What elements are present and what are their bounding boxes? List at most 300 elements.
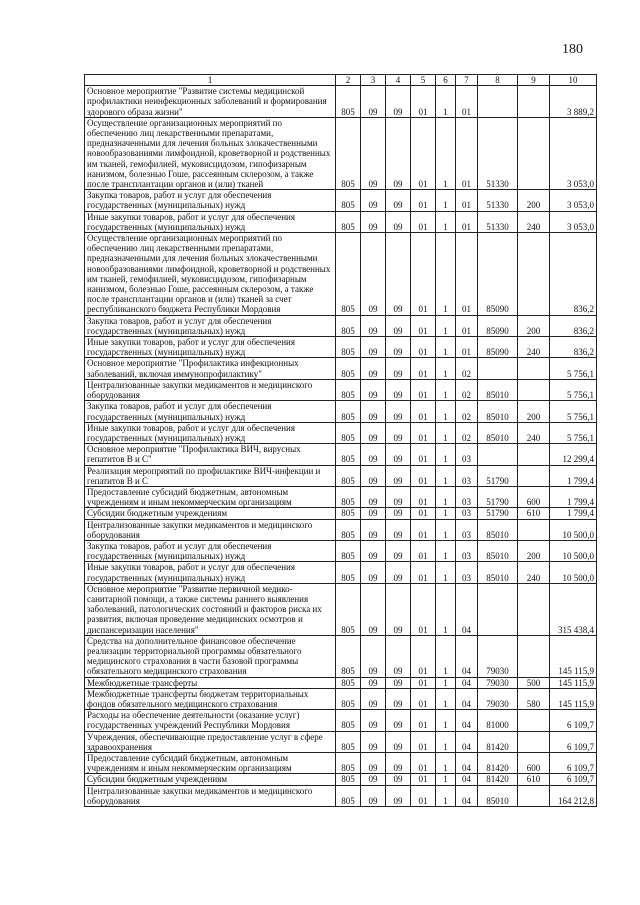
ministry-code: 805 [336, 774, 361, 785]
subprogram-code: 1 [436, 785, 456, 806]
subsection-code: 09 [386, 315, 411, 336]
section-code: 09 [361, 86, 386, 118]
row-description: Субсидии бюджетным учреждениям [85, 508, 336, 519]
target-code [478, 358, 518, 379]
ministry-code: 805 [336, 465, 361, 486]
row-amount: 1 799,4 [550, 486, 597, 507]
table-row [85, 233, 597, 316]
program-code: 01 [411, 486, 436, 507]
subprogram-code: 1 [436, 583, 456, 635]
program-code: 01 [411, 86, 436, 118]
expense-type-code [518, 117, 550, 189]
subsection-code: 09 [386, 486, 411, 507]
section-code: 09 [361, 562, 386, 583]
target-code [478, 444, 518, 465]
activity-code: 01 [456, 233, 478, 316]
program-code: 01 [411, 785, 436, 806]
program-code: 01 [411, 444, 436, 465]
target-code: 81420 [478, 774, 518, 785]
program-code: 01 [411, 117, 436, 189]
subsection-code: 09 [386, 774, 411, 785]
expense-type-code [518, 731, 550, 752]
ministry-code: 805 [336, 753, 361, 774]
activity-code: 03 [456, 444, 478, 465]
column-header: 10 [550, 75, 597, 86]
program-code: 01 [411, 583, 436, 635]
expense-type-code: 240 [518, 422, 550, 443]
section-code: 09 [361, 190, 386, 211]
subprogram-code: 1 [436, 753, 456, 774]
table-row [85, 519, 597, 540]
target-code: 85010 [478, 401, 518, 422]
ministry-code: 805 [336, 401, 361, 422]
activity-code: 02 [456, 401, 478, 422]
program-code: 01 [411, 337, 436, 358]
budget-table [84, 74, 597, 807]
column-header: 9 [518, 75, 550, 86]
expense-type-code [518, 710, 550, 731]
program-code: 01 [411, 508, 436, 519]
subsection-code: 09 [386, 86, 411, 118]
section-code: 09 [361, 710, 386, 731]
subprogram-code: 1 [436, 190, 456, 211]
subprogram-code: 1 [436, 337, 456, 358]
section-code: 09 [361, 358, 386, 379]
target-code: 51330 [478, 211, 518, 232]
table-row [85, 444, 597, 465]
subprogram-code: 1 [436, 710, 456, 731]
subsection-code: 09 [386, 753, 411, 774]
column-header: 3 [361, 75, 386, 86]
target-code: 81420 [478, 753, 518, 774]
ministry-code: 805 [336, 422, 361, 443]
table-row [85, 486, 597, 507]
expense-type-code [518, 233, 550, 316]
subprogram-code: 1 [436, 508, 456, 519]
target-code: 79030 [478, 688, 518, 709]
section-code: 09 [361, 315, 386, 336]
row-amount: 6 109,7 [550, 710, 597, 731]
target-code: 85090 [478, 315, 518, 336]
row-description: Основное мероприятие "Профилактика инфекционных заболеваний, включая иммунопрофилактику" [85, 358, 336, 379]
program-code: 01 [411, 422, 436, 443]
row-description: Расходы на обеспечение деятельности (оказание услуг) государственных учреждений Республики Мордовия [85, 710, 336, 731]
target-code: 85090 [478, 337, 518, 358]
program-code: 01 [411, 710, 436, 731]
row-amount: 5 756,1 [550, 401, 597, 422]
header-row [85, 75, 597, 86]
row-description: Иные закупки товаров, работ и услуг для обеспечения государственных (муниципальных) нужд [85, 562, 336, 583]
subsection-code: 09 [386, 117, 411, 189]
column-header: 7 [456, 75, 478, 86]
row-amount: 12 299,4 [550, 444, 597, 465]
target-code: 81420 [478, 731, 518, 752]
subsection-code: 09 [386, 444, 411, 465]
row-description: Централизованные закупки медикаментов и медицинского оборудования [85, 519, 336, 540]
program-code: 01 [411, 677, 436, 688]
activity-code: 04 [456, 583, 478, 635]
subsection-code: 09 [386, 635, 411, 677]
table-row [85, 379, 597, 400]
row-description: Субсидии бюджетным учреждениям [85, 774, 336, 785]
section-code: 09 [361, 422, 386, 443]
column-header: 4 [386, 75, 411, 86]
ministry-code: 805 [336, 233, 361, 316]
target-code: 51790 [478, 508, 518, 519]
expense-type-code: 240 [518, 562, 550, 583]
activity-code: 04 [456, 774, 478, 785]
subsection-code: 09 [386, 677, 411, 688]
table-row [85, 785, 597, 806]
row-description: Реализация мероприятий по профилактике ВИЧ-инфекции и гепатитов В и С [85, 465, 336, 486]
expense-type-code [518, 785, 550, 806]
table-row [85, 753, 597, 774]
target-code: 85010 [478, 785, 518, 806]
expense-type-code: 200 [518, 401, 550, 422]
activity-code: 04 [456, 688, 478, 709]
subprogram-code: 1 [436, 401, 456, 422]
column-header: 5 [411, 75, 436, 86]
ministry-code: 805 [336, 731, 361, 752]
row-description: Закупка товаров, работ и услуг для обеспечения государственных (муниципальных) нужд [85, 190, 336, 211]
section-code: 09 [361, 540, 386, 561]
row-amount: 145 115,9 [550, 677, 597, 688]
subprogram-code: 1 [436, 677, 456, 688]
row-amount: 6 109,7 [550, 774, 597, 785]
program-code: 01 [411, 190, 436, 211]
activity-code: 01 [456, 86, 478, 118]
activity-code: 01 [456, 211, 478, 232]
activity-code: 04 [456, 635, 478, 677]
subsection-code: 09 [386, 401, 411, 422]
subprogram-code: 1 [436, 86, 456, 118]
column-header: 8 [478, 75, 518, 86]
expense-type-code [518, 465, 550, 486]
row-amount: 5 756,1 [550, 358, 597, 379]
row-amount: 5 756,1 [550, 422, 597, 443]
section-code: 09 [361, 337, 386, 358]
subprogram-code: 1 [436, 233, 456, 316]
row-description: Средства на дополнительное финансовое обеспечение реализации территориальной программы обязательного медицинского страхования в части базовой программы обязательного медицинского страхования [85, 635, 336, 677]
expense-type-code: 610 [518, 774, 550, 785]
row-amount: 145 115,9 [550, 635, 597, 677]
row-description: Межбюджетные трансферты бюджетам территориальных фондов обязательного медицинского страхования [85, 688, 336, 709]
ministry-code: 805 [336, 486, 361, 507]
table-row [85, 635, 597, 677]
expense-type-code: 600 [518, 486, 550, 507]
subsection-code: 09 [386, 785, 411, 806]
ministry-code: 805 [336, 519, 361, 540]
subprogram-code: 1 [436, 562, 456, 583]
program-code: 01 [411, 379, 436, 400]
column-header: 2 [336, 75, 361, 86]
row-amount: 315 438,4 [550, 583, 597, 635]
row-amount: 10 500,0 [550, 519, 597, 540]
expense-type-code [518, 519, 550, 540]
row-description: Иные закупки товаров, работ и услуг для обеспечения государственных (муниципальных) нужд [85, 422, 336, 443]
expense-type-code: 580 [518, 688, 550, 709]
program-code: 01 [411, 519, 436, 540]
table-row [85, 211, 597, 232]
row-amount: 836,2 [550, 315, 597, 336]
section-code: 09 [361, 785, 386, 806]
target-code [478, 583, 518, 635]
row-description: Осуществление организационных мероприятий по обеспечению лиц лекарственными препаратами, предназначенными для лечения больных злокачественными новообразованиями лимфоидной, кроветворной и родственных им тканей, гемофилией, муковисцидозом, гипофизарным нанизмом, болезнью Гоше, рассеянным склерозом, а также после трансплантации органов и (или) тканей [85, 117, 336, 189]
ministry-code: 805 [336, 86, 361, 118]
activity-code: 03 [456, 540, 478, 561]
activity-code: 01 [456, 337, 478, 358]
section-code: 09 [361, 211, 386, 232]
row-description: Централизованные закупки медикаментов и медицинского оборудования [85, 785, 336, 806]
expense-type-code: 200 [518, 315, 550, 336]
row-description: Межбюджетные трансферты [85, 677, 336, 688]
activity-code: 01 [456, 315, 478, 336]
program-code: 01 [411, 635, 436, 677]
subsection-code: 09 [386, 211, 411, 232]
subsection-code: 09 [386, 358, 411, 379]
section-code: 09 [361, 508, 386, 519]
program-code: 01 [411, 211, 436, 232]
row-amount: 145 115,9 [550, 688, 597, 709]
section-code: 09 [361, 117, 386, 189]
row-amount: 1 799,4 [550, 465, 597, 486]
ministry-code: 805 [336, 211, 361, 232]
subsection-code: 09 [386, 379, 411, 400]
ministry-code: 805 [336, 337, 361, 358]
subsection-code: 09 [386, 422, 411, 443]
expense-type-code [518, 358, 550, 379]
table-row [85, 358, 597, 379]
program-code: 01 [411, 233, 436, 316]
ministry-code: 805 [336, 583, 361, 635]
section-code: 09 [361, 688, 386, 709]
target-code: 51790 [478, 486, 518, 507]
table-row [85, 562, 597, 583]
expense-type-code: 610 [518, 508, 550, 519]
subprogram-code: 1 [436, 358, 456, 379]
target-code: 85010 [478, 540, 518, 561]
section-code: 09 [361, 753, 386, 774]
subprogram-code: 1 [436, 519, 456, 540]
target-code: 79030 [478, 635, 518, 677]
ministry-code: 805 [336, 379, 361, 400]
table-row [85, 190, 597, 211]
target-code: 81000 [478, 710, 518, 731]
row-description: Предоставление субсидий бюджетным, автономным учреждениям и иным некоммерческим организациям [85, 753, 336, 774]
row-amount: 3 053,0 [550, 211, 597, 232]
subsection-code: 09 [386, 465, 411, 486]
ministry-code: 805 [336, 710, 361, 731]
section-code: 09 [361, 233, 386, 316]
row-description: Основное мероприятие "Развитие системы медицинской профилактики неинфекционных заболеваний и формирования здорового образа жизни" [85, 86, 336, 118]
activity-code: 02 [456, 358, 478, 379]
ministry-code: 805 [336, 785, 361, 806]
subprogram-code: 1 [436, 444, 456, 465]
subprogram-code: 1 [436, 486, 456, 507]
section-code: 09 [361, 401, 386, 422]
section-code: 09 [361, 486, 386, 507]
row-amount: 5 756,1 [550, 379, 597, 400]
activity-code: 01 [456, 117, 478, 189]
subprogram-code: 1 [436, 731, 456, 752]
activity-code: 03 [456, 486, 478, 507]
target-code: 51790 [478, 465, 518, 486]
subsection-code: 09 [386, 731, 411, 752]
target-code: 79030 [478, 677, 518, 688]
row-description: Предоставление субсидий бюджетным, автономным учреждениям и иным некоммерческим организациям [85, 486, 336, 507]
table-row [85, 401, 597, 422]
table-row [85, 710, 597, 731]
row-description: Закупка товаров, работ и услуг для обеспечения государственных (муниципальных) нужд [85, 401, 336, 422]
subprogram-code: 1 [436, 465, 456, 486]
section-code: 09 [361, 774, 386, 785]
activity-code: 01 [456, 190, 478, 211]
row-description: Иные закупки товаров, работ и услуг для обеспечения государственных (муниципальных) нужд [85, 211, 336, 232]
section-code: 09 [361, 731, 386, 752]
target-code [478, 86, 518, 118]
expense-type-code [518, 379, 550, 400]
activity-code: 04 [456, 731, 478, 752]
row-description: Осуществление организационных мероприятий по обеспечению лиц лекарственными препаратами, предназначенными для лечения больных злокачественными новообразованиями лимфоидной, кроветворной и родственных им тканей, гемофилией, муковисцидозом, гипофизарным нанизмом, болезнью Гоше, рассеянным склерозом, а также после трансплантации органов и (или) тканей за счет республиканского бюджета Республики Мордовия [85, 233, 336, 316]
row-amount: 10 500,0 [550, 540, 597, 561]
subsection-code: 09 [386, 190, 411, 211]
activity-code: 02 [456, 422, 478, 443]
table-row [85, 731, 597, 752]
section-code: 09 [361, 379, 386, 400]
table-row [85, 688, 597, 709]
target-code: 85010 [478, 519, 518, 540]
subsection-code: 09 [386, 562, 411, 583]
target-code: 85010 [478, 379, 518, 400]
row-amount: 836,2 [550, 233, 597, 316]
target-code: 51330 [478, 190, 518, 211]
subsection-code: 09 [386, 540, 411, 561]
subprogram-code: 1 [436, 688, 456, 709]
expense-type-code: 200 [518, 540, 550, 561]
activity-code: 03 [456, 562, 478, 583]
subprogram-code: 1 [436, 117, 456, 189]
subprogram-code: 1 [436, 540, 456, 561]
expense-type-code [518, 444, 550, 465]
activity-code: 03 [456, 508, 478, 519]
subprogram-code: 1 [436, 379, 456, 400]
activity-code: 03 [456, 519, 478, 540]
subprogram-code: 1 [436, 422, 456, 443]
table-row [85, 774, 597, 785]
target-code: 85090 [478, 233, 518, 316]
section-code: 09 [361, 444, 386, 465]
activity-code: 02 [456, 379, 478, 400]
program-code: 01 [411, 688, 436, 709]
table-row [85, 117, 597, 189]
section-code: 09 [361, 677, 386, 688]
ministry-code: 805 [336, 688, 361, 709]
program-code: 01 [411, 315, 436, 336]
subprogram-code: 1 [436, 315, 456, 336]
table-row [85, 422, 597, 443]
subsection-code: 09 [386, 337, 411, 358]
subprogram-code: 1 [436, 211, 456, 232]
activity-code: 04 [456, 677, 478, 688]
ministry-code: 805 [336, 677, 361, 688]
expense-type-code [518, 635, 550, 677]
program-code: 01 [411, 562, 436, 583]
activity-code: 04 [456, 785, 478, 806]
row-amount: 836,2 [550, 337, 597, 358]
row-amount: 10 500,0 [550, 562, 597, 583]
ministry-code: 805 [336, 635, 361, 677]
row-description: Закупка товаров, работ и услуг для обеспечения государственных (муниципальных) нужд [85, 540, 336, 561]
table-row [85, 583, 597, 635]
target-code: 85010 [478, 562, 518, 583]
table-row [85, 540, 597, 561]
expense-type-code: 200 [518, 190, 550, 211]
row-description: Централизованные закупки медикаментов и медицинского оборудования [85, 379, 336, 400]
table-row [85, 337, 597, 358]
subsection-code: 09 [386, 583, 411, 635]
expense-type-code [518, 86, 550, 118]
activity-code: 04 [456, 753, 478, 774]
ministry-code: 805 [336, 315, 361, 336]
row-description: Основное мероприятие "Развитие первичной медико-санитарной помощи, а также системы раннего выявления заболеваний, патологических состояний и факторов риска их развития, включая проведение медицинских осмотров и диспансеризации населения" [85, 583, 336, 635]
ministry-code: 805 [336, 540, 361, 561]
table-row [85, 465, 597, 486]
table-row [85, 315, 597, 336]
subsection-code: 09 [386, 508, 411, 519]
expense-type-code: 240 [518, 211, 550, 232]
section-code: 09 [361, 635, 386, 677]
row-amount: 1 799,4 [550, 508, 597, 519]
section-code: 09 [361, 465, 386, 486]
target-code: 51330 [478, 117, 518, 189]
row-description: Иные закупки товаров, работ и услуг для обеспечения государственных (муниципальных) нужд [85, 337, 336, 358]
program-code: 01 [411, 753, 436, 774]
table-row [85, 86, 597, 118]
expense-type-code [518, 583, 550, 635]
subsection-code: 09 [386, 688, 411, 709]
row-amount: 3 053,0 [550, 117, 597, 189]
program-code: 01 [411, 465, 436, 486]
subprogram-code: 1 [436, 774, 456, 785]
column-header: 6 [436, 75, 456, 86]
program-code: 01 [411, 358, 436, 379]
row-description: Основное мероприятие "Профилактика ВИЧ, вирусных гепатитов В и С" [85, 444, 336, 465]
program-code: 01 [411, 401, 436, 422]
program-code: 01 [411, 731, 436, 752]
subprogram-code: 1 [436, 635, 456, 677]
ministry-code: 805 [336, 117, 361, 189]
target-code: 85010 [478, 422, 518, 443]
row-amount: 3 889,2 [550, 86, 597, 118]
row-amount: 6 109,7 [550, 753, 597, 774]
program-code: 01 [411, 540, 436, 561]
program-code: 01 [411, 774, 436, 785]
activity-code: 03 [456, 465, 478, 486]
column-header: 1 [85, 75, 336, 86]
activity-code: 04 [456, 710, 478, 731]
expense-type-code: 500 [518, 677, 550, 688]
section-code: 09 [361, 519, 386, 540]
subsection-code: 09 [386, 710, 411, 731]
subsection-code: 09 [386, 233, 411, 316]
ministry-code: 805 [336, 444, 361, 465]
ministry-code: 805 [336, 190, 361, 211]
expense-type-code: 240 [518, 337, 550, 358]
section-code: 09 [361, 583, 386, 635]
table-row [85, 508, 597, 519]
table-row [85, 677, 597, 688]
ministry-code: 805 [336, 358, 361, 379]
